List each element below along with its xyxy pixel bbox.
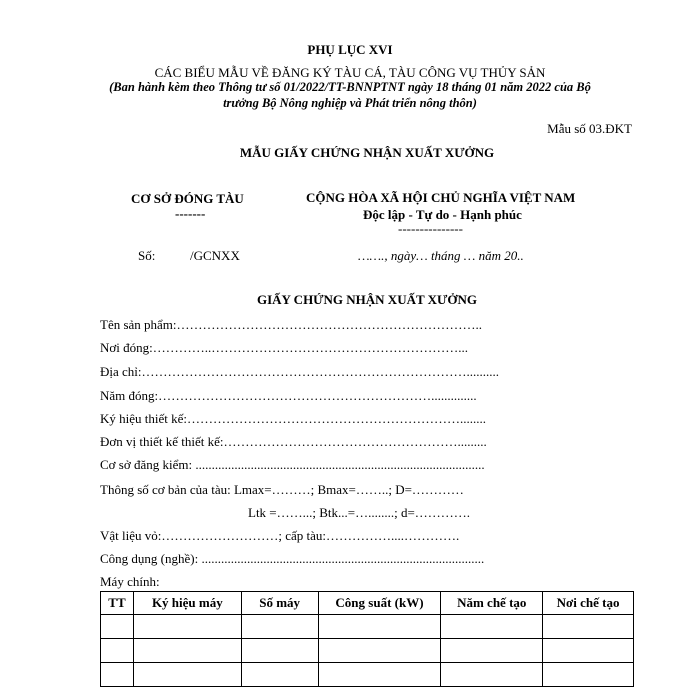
- table-cell: [133, 615, 241, 639]
- org-name: CƠ SỞ ĐÓNG TÀU: [131, 191, 244, 206]
- col-power: Công suất (kW): [318, 592, 441, 615]
- appendix-subtitle: CÁC BIỂU MẪU VỀ ĐĂNG KÝ TÀU CÁ, TÀU CÔNG VỤ THỦY SẢN: [154, 65, 546, 80]
- table-cell: [241, 639, 318, 663]
- field-registry: Cơ sở đăng kiểm: .........................................................................................: [100, 457, 485, 472]
- col-tt: TT: [101, 592, 134, 615]
- table-row: [101, 615, 634, 639]
- motto-underline: ---------------: [398, 221, 463, 236]
- col-manufacture-year: Năm chế tạo: [441, 592, 543, 615]
- engine-table-header: [101, 592, 634, 615]
- field-main-params: Thông số cơ bản của tàu: Lmax=………; Bmax=……..; D=…………: [100, 482, 464, 497]
- field-purpose: Công dụng (nghề): .......................................................................................: [100, 551, 485, 566]
- field-product-name: Tên sản phẩm:……………………………………………………………..: [100, 317, 483, 332]
- certificate-title: GIẤY CHỨNG NHẬN XUẤT XƯỞNG: [256, 292, 478, 307]
- table-cell: [241, 615, 318, 639]
- country-name: CỘNG HÒA XÃ HỘI CHỦ NGHĨA VIỆT NAM: [306, 190, 576, 205]
- table-cell: [441, 639, 543, 663]
- table-cell: [318, 615, 441, 639]
- field-main-engine: Máy chính:: [100, 574, 160, 589]
- field-address: Địa chỉ:…………………………………………………………………..........: [100, 364, 500, 379]
- table-cell: [101, 639, 134, 663]
- field-build-place: Nơi đóng:…………..…………………………………………………...: [100, 340, 468, 355]
- field-build-year: Năm đóng:………………………………………………………..............: [100, 388, 477, 403]
- table-cell: [318, 663, 441, 687]
- table-cell: [241, 663, 318, 687]
- field-design-unit: Đơn vị thiết kế thiết kế:……………………………………………….........: [100, 434, 487, 449]
- table-cell: [543, 663, 634, 687]
- table-cell: [318, 639, 441, 663]
- form-number: Mẫu số 03.ĐKT: [547, 121, 632, 136]
- appendix-title: PHỤ LỤC XVI: [307, 42, 393, 57]
- issuance-line-2: trưởng Bộ Nông nghiệp và Phát triển nông thôn): [223, 96, 477, 110]
- field-design-params: Ltk =……...; Btk...=…........; d=………….: [248, 505, 471, 520]
- number-label: Số:: [138, 248, 156, 263]
- field-design-code: Ký hiệu thiết kế:………………………………………………………........: [100, 411, 487, 426]
- table-cell: [441, 663, 543, 687]
- table-cell: [441, 615, 543, 639]
- form-title: MẪU GIẤY CHỨNG NHẬN XUẤT XƯỞNG: [239, 145, 495, 160]
- motto: Độc lập - Tự do - Hạnh phúc: [363, 207, 522, 222]
- table-cell: [133, 639, 241, 663]
- date-line: ……., ngày… tháng … năm 20..: [358, 248, 524, 263]
- org-underline: -------: [175, 206, 206, 221]
- col-engine-code: Ký hiệu máy: [133, 592, 241, 615]
- table-cell: [543, 615, 634, 639]
- number-value: /GCNXX: [190, 248, 240, 263]
- table-cell: [543, 639, 634, 663]
- table-cell: [101, 663, 134, 687]
- table-row: [101, 639, 634, 663]
- table-row: [101, 663, 634, 687]
- table-cell: [133, 663, 241, 687]
- col-manufacture-place: Nơi chế tạo: [543, 592, 634, 615]
- table-cell: [101, 615, 134, 639]
- field-hull-material: Vật liệu vỏ:………………………; cấp tàu:……………....………….: [100, 528, 460, 543]
- col-engine-number: Số máy: [241, 592, 318, 615]
- issuance-line-1: (Ban hành kèm theo Thông tư số 01/2022/TT-BNNPTNT ngày 18 tháng 01 năm 2022 của Bộ: [109, 80, 591, 94]
- engine-table: [100, 591, 634, 687]
